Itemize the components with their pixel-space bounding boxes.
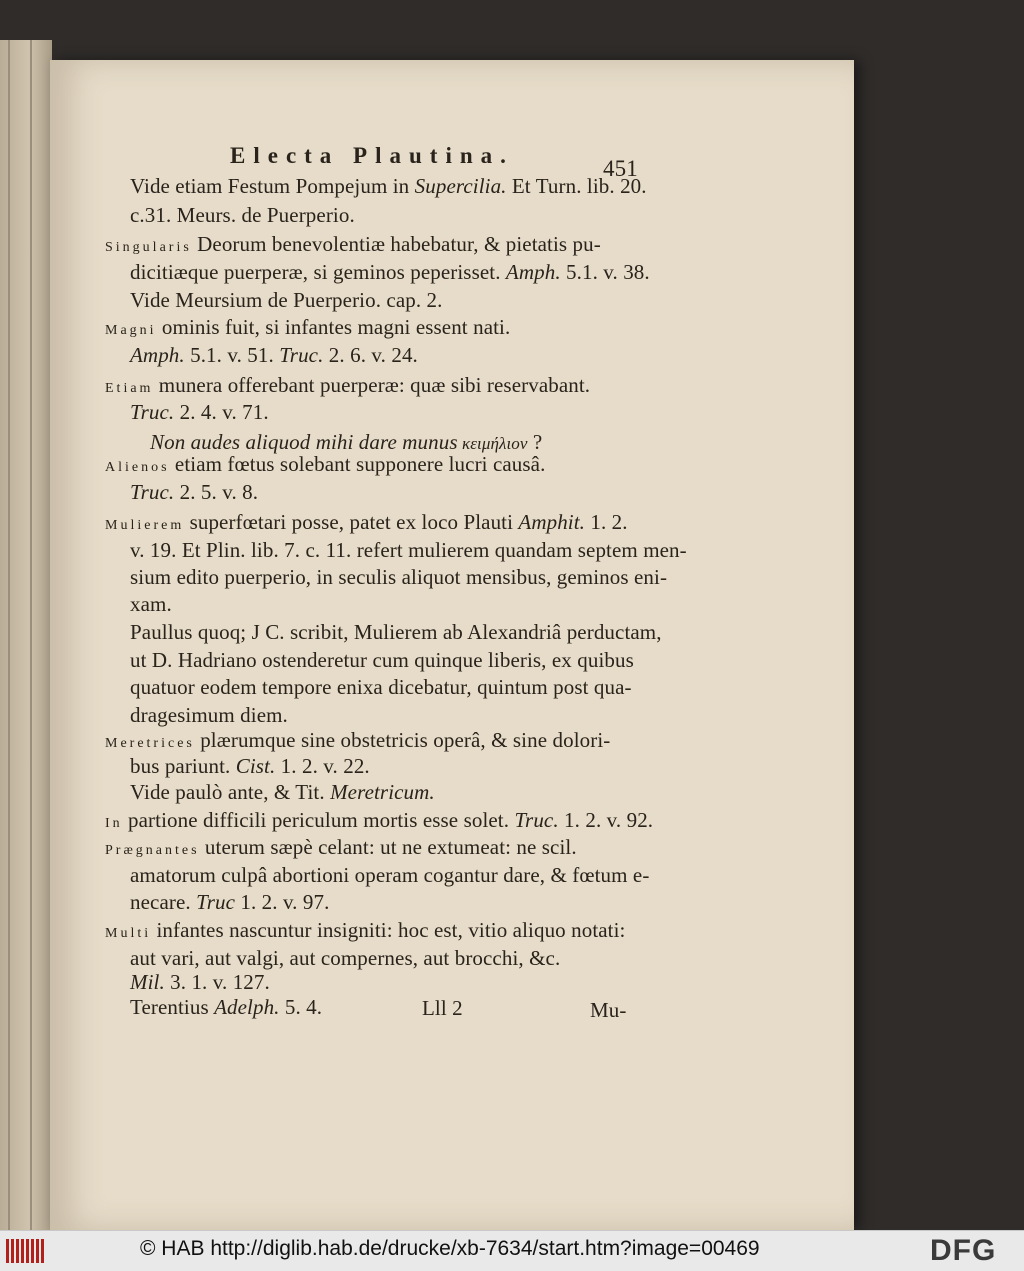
text-segment: 2. 6. v. 24. — [323, 343, 418, 367]
text-line — [130, 288, 443, 312]
text-line — [105, 728, 610, 756]
text-segment: ut D. Hadriano ostenderetur cum quinque liberis, ex quibus — [130, 648, 634, 672]
text-line — [130, 565, 667, 589]
text-line — [130, 343, 418, 367]
previous-page-edge — [0, 40, 52, 1230]
text-segment: Amphit. — [518, 510, 586, 534]
text-line — [105, 918, 625, 946]
text-line — [130, 620, 662, 644]
text-line — [130, 260, 650, 284]
text-segment: sium edito puerperio, in seculis aliquot mensibus, geminos eni- — [130, 565, 668, 589]
text-line — [130, 400, 269, 424]
text-segment: 2. 5. v. 8. — [174, 480, 259, 504]
text-segment: dicitiæque puerperæ, si geminos peperisset. — [130, 260, 506, 284]
text-line — [130, 890, 329, 914]
viewer-footer — [0, 1230, 1024, 1271]
text-segment: Vide paulò ante, & Tit. — [130, 780, 331, 804]
text-segment: Meretrices — [105, 736, 195, 751]
text-segment: bus pariunt. — [130, 754, 236, 778]
text-segment: 1. 2. v. 92. — [558, 808, 654, 832]
folio-number: 451 — [603, 156, 638, 181]
text-segment: 5.1. v. 38. — [560, 260, 650, 284]
text-segment: partione difficili periculum mortis esse solet. — [122, 808, 515, 832]
text-line — [105, 452, 545, 480]
text-segment: Multi — [105, 926, 152, 941]
text-segment: Singularis — [105, 240, 192, 255]
text-segment: Etiam — [105, 381, 154, 396]
dfg-logo: DFG — [930, 1234, 997, 1267]
text-segment: uterum sæpè celant: ut ne extumeat: ne scil. — [199, 835, 577, 859]
text-segment: Truc. — [514, 808, 559, 832]
text-segment: superfœtari posse, patet ex loco Plauti — [184, 510, 519, 534]
text-segment: xam. — [130, 592, 172, 616]
text-segment: dragesimum diem. — [130, 703, 288, 727]
text-segment: Et Turn. lib. 20. — [506, 174, 647, 198]
text-segment: Paullus quoq; J C. scribit, Mulierem ab Alexandriâ perductam, — [130, 620, 662, 644]
text-segment: necare. — [130, 890, 197, 914]
text-segment: In — [105, 816, 123, 831]
text-segment: Truc. — [130, 400, 175, 424]
text-segment: v. 19. Et Plin. lib. 7. c. 11. refert mulierem quandam septem men- — [130, 538, 687, 562]
text-segment: Vide Meursium de Puerperio. cap. 2. — [130, 288, 443, 312]
text-segment: 1. 2. v. 22. — [275, 754, 370, 778]
text-line — [105, 510, 628, 538]
text-line — [130, 863, 649, 887]
text-segment: Meretricum. — [330, 780, 435, 804]
catchword: Mu- — [590, 998, 627, 1022]
text-line — [130, 203, 355, 227]
signature-mark: Lll 2 — [422, 996, 463, 1020]
text-segment: Alienos — [105, 460, 170, 475]
text-segment: Non audes aliquod mihi dare munus — [150, 430, 458, 454]
text-line — [105, 373, 590, 401]
text-line — [130, 648, 634, 672]
text-segment: Prægnantes — [105, 843, 200, 858]
text-segment: 2. 4. v. 71. — [174, 400, 269, 424]
text-line — [130, 780, 435, 804]
text-segment: 5.1. v. 51. — [184, 343, 280, 367]
text-line — [105, 232, 601, 260]
text-segment: Amph. — [505, 260, 561, 284]
text-segment: κειμήλιον — [457, 434, 528, 453]
text-segment: infantes nascuntur insigniti: hoc est, vitio aliquo notati: — [151, 918, 626, 942]
text-segment: 1. 2. — [585, 510, 628, 534]
text-line — [105, 808, 653, 836]
text-line — [130, 675, 632, 699]
text-segment: Truc — [196, 890, 235, 914]
text-segment: Magni — [105, 323, 157, 338]
text-line — [105, 315, 510, 343]
text-segment: Supercilia. — [414, 174, 507, 198]
text-segment: ? — [527, 430, 543, 454]
text-segment: 3. 1. v. 127. — [164, 970, 270, 994]
copyright-url[interactable]: © HAB http://diglib.hab.de/drucke/xb-7634/start.htm?image=00469 — [140, 1237, 760, 1260]
text-line — [130, 538, 687, 562]
barcode-icon — [6, 1239, 46, 1263]
text-segment: Terentius — [130, 995, 215, 1019]
text-segment: Deorum benevolentiæ habebatur, & pietatis pu- — [191, 232, 601, 256]
text-line — [130, 946, 560, 970]
text-line — [130, 754, 370, 778]
text-segment: Mulierem — [105, 518, 185, 533]
text-segment: plærumque sine obstetricis operâ, & sine dolori- — [194, 728, 611, 752]
text-line — [130, 174, 647, 198]
text-line — [130, 703, 288, 727]
text-line — [130, 970, 270, 994]
text-segment: amatorum culpâ abortioni operam cogantur dare, & fœtum e- — [130, 863, 650, 887]
text-segment: Mil. — [130, 970, 165, 994]
text-segment: quatuor eodem tempore enixa dicebatur, quintum post qua- — [130, 675, 632, 699]
book-page — [50, 60, 854, 1230]
text-segment: etiam fœtus solebant supponere lucri causâ. — [169, 452, 546, 476]
text-line — [130, 592, 172, 616]
text-segment: Truc. — [279, 343, 324, 367]
text-segment: Truc. — [130, 480, 175, 504]
text-line — [105, 835, 577, 863]
text-segment: Amph. — [130, 343, 185, 367]
text-segment: 5. 4. — [279, 995, 323, 1019]
running-title: Electa Plautina. — [230, 143, 514, 168]
text-segment: Adelph. — [214, 995, 280, 1019]
text-segment: Cist. — [235, 754, 276, 778]
text-segment: ominis fuit, si infantes magni essent nati. — [156, 315, 511, 339]
text-segment: munera offerebant puerperæ: quæ sibi reservabant. — [153, 373, 591, 397]
text-line — [130, 995, 322, 1019]
text-segment: 1. 2. v. 97. — [235, 890, 330, 914]
text-segment: Vide etiam Festum Pompejum in — [130, 174, 415, 198]
text-segment: aut vari, aut valgi, aut compernes, aut brocchi, &c. — [130, 946, 561, 970]
text-segment: c.31. Meurs. de Puerperio. — [130, 203, 355, 227]
text-line — [130, 480, 258, 504]
